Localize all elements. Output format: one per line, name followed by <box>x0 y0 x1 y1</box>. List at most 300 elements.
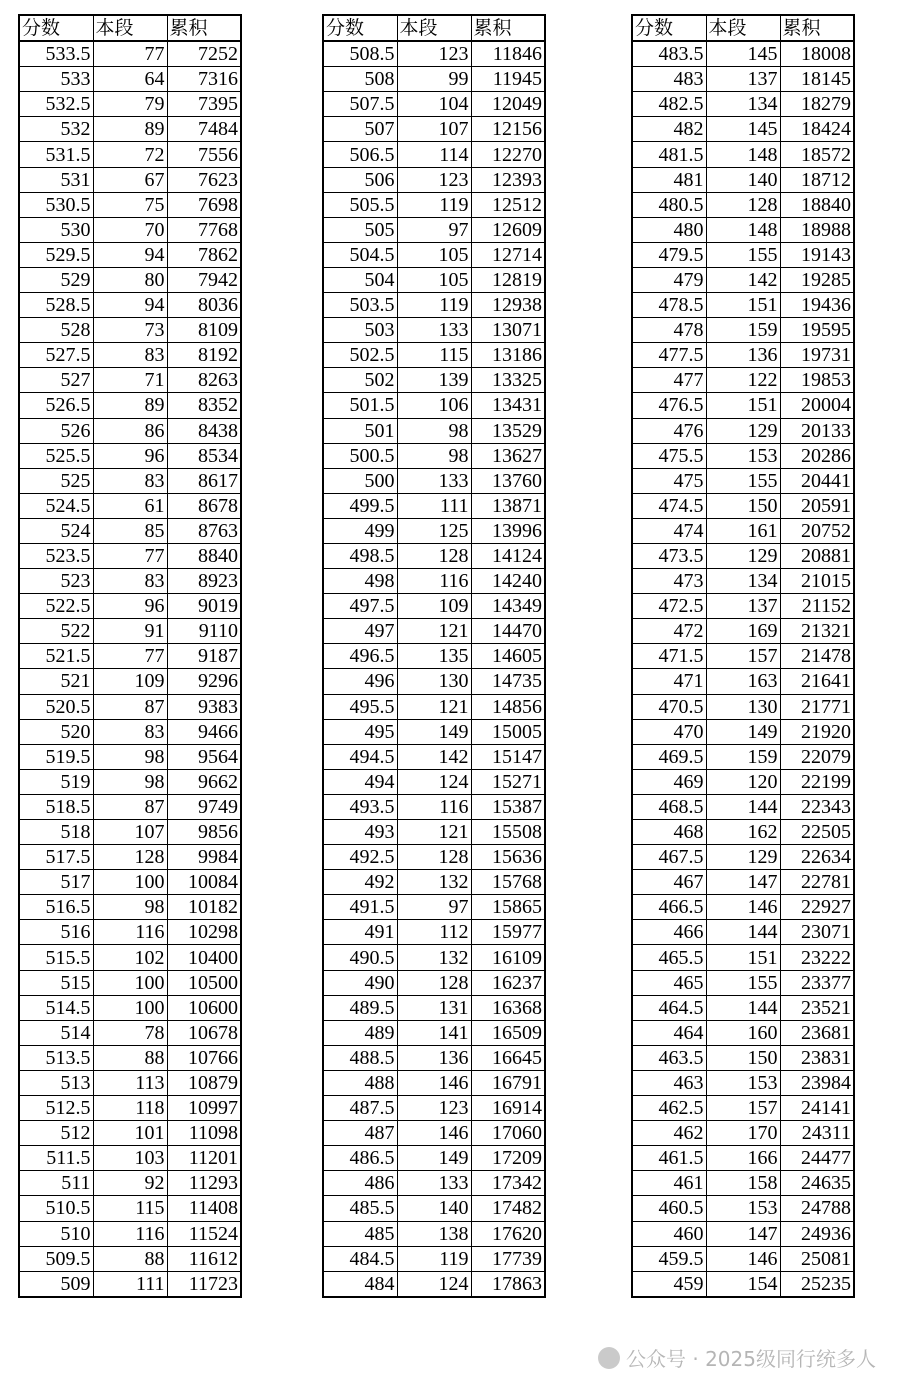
cell-cumulative: 20004 <box>780 393 854 418</box>
table-row <box>19 518 241 543</box>
table-row <box>323 293 545 318</box>
cell-score: 481.5 <box>632 142 706 167</box>
cell-score: 530 <box>19 217 93 242</box>
cell-score: 490 <box>323 970 397 995</box>
table-row <box>632 518 854 543</box>
cell-score: 515.5 <box>19 945 93 970</box>
table-row <box>632 493 854 518</box>
table-row <box>323 493 545 518</box>
cell-score: 523 <box>19 569 93 594</box>
table-row <box>632 418 854 443</box>
cell-score: 484.5 <box>323 1246 397 1271</box>
cell-cumulative: 12819 <box>471 267 545 292</box>
table-row <box>632 669 854 694</box>
cell-cumulative: 12270 <box>471 142 545 167</box>
table-row <box>323 794 545 819</box>
cell-cumulative: 7316 <box>167 67 241 92</box>
cell-segment: 123 <box>397 1096 471 1121</box>
cell-segment: 123 <box>397 41 471 67</box>
cell-score: 518 <box>19 820 93 845</box>
cell-cumulative: 18279 <box>780 92 854 117</box>
header-segment: 本段 <box>706 15 780 41</box>
cell-cumulative: 10766 <box>167 1045 241 1070</box>
table-row <box>632 242 854 267</box>
cell-cumulative: 10182 <box>167 895 241 920</box>
cell-segment: 149 <box>706 719 780 744</box>
table-row <box>323 719 545 744</box>
cell-score: 513.5 <box>19 1045 93 1070</box>
cell-segment: 144 <box>706 995 780 1020</box>
table-row <box>19 744 241 769</box>
table-row <box>19 920 241 945</box>
cell-score: 517 <box>19 870 93 895</box>
table-row <box>323 192 545 217</box>
cell-score: 496.5 <box>323 644 397 669</box>
cell-cumulative: 20441 <box>780 468 854 493</box>
cell-segment: 111 <box>397 493 471 518</box>
table-row <box>323 267 545 292</box>
cell-segment: 148 <box>706 142 780 167</box>
cell-score: 483 <box>632 67 706 92</box>
cell-score: 509.5 <box>19 1246 93 1271</box>
header-segment: 本段 <box>93 15 167 41</box>
table-row <box>632 870 854 895</box>
cell-score: 524.5 <box>19 493 93 518</box>
cell-cumulative: 25235 <box>780 1271 854 1297</box>
cell-segment: 106 <box>397 393 471 418</box>
cell-segment: 77 <box>93 41 167 67</box>
table-row <box>323 744 545 769</box>
cell-score: 503.5 <box>323 293 397 318</box>
table-row <box>632 217 854 242</box>
cell-segment: 158 <box>706 1171 780 1196</box>
cell-cumulative: 11293 <box>167 1171 241 1196</box>
table-row <box>19 92 241 117</box>
cell-score: 500.5 <box>323 443 397 468</box>
cell-score: 476.5 <box>632 393 706 418</box>
table-row <box>632 443 854 468</box>
cell-segment: 128 <box>397 845 471 870</box>
cell-cumulative: 11612 <box>167 1246 241 1271</box>
cell-score: 489.5 <box>323 995 397 1020</box>
cell-score: 520.5 <box>19 694 93 719</box>
cell-score: 511.5 <box>19 1146 93 1171</box>
cell-segment: 109 <box>397 594 471 619</box>
cell-cumulative: 13071 <box>471 318 545 343</box>
table-row <box>632 719 854 744</box>
cell-cumulative: 23377 <box>780 970 854 995</box>
cell-score: 479 <box>632 267 706 292</box>
cell-score: 489 <box>323 1020 397 1045</box>
cell-segment: 113 <box>93 1070 167 1095</box>
cell-cumulative: 18988 <box>780 217 854 242</box>
cell-segment: 80 <box>93 267 167 292</box>
cell-cumulative: 13760 <box>471 468 545 493</box>
table-row <box>19 443 241 468</box>
table-row <box>632 267 854 292</box>
cell-segment: 154 <box>706 1271 780 1297</box>
cell-segment: 99 <box>397 67 471 92</box>
cell-segment: 149 <box>397 719 471 744</box>
cell-score: 474 <box>632 518 706 543</box>
table-row <box>632 970 854 995</box>
cell-cumulative: 12512 <box>471 192 545 217</box>
cell-segment: 131 <box>397 995 471 1020</box>
cell-segment: 139 <box>397 368 471 393</box>
cell-score: 533.5 <box>19 41 93 67</box>
cell-cumulative: 23831 <box>780 1045 854 1070</box>
cell-score: 512 <box>19 1121 93 1146</box>
table-row <box>632 1271 854 1297</box>
cell-score: 510 <box>19 1221 93 1246</box>
cell-cumulative: 7862 <box>167 242 241 267</box>
cell-cumulative: 17482 <box>471 1196 545 1221</box>
cell-score: 461.5 <box>632 1146 706 1171</box>
cell-cumulative: 13186 <box>471 343 545 368</box>
cell-cumulative: 7942 <box>167 267 241 292</box>
cell-score: 530.5 <box>19 192 93 217</box>
cell-segment: 136 <box>397 1045 471 1070</box>
cell-cumulative: 9564 <box>167 744 241 769</box>
cell-segment: 83 <box>93 343 167 368</box>
cell-cumulative: 24311 <box>780 1121 854 1146</box>
table-row <box>632 569 854 594</box>
cell-segment: 163 <box>706 669 780 694</box>
cell-cumulative: 13627 <box>471 443 545 468</box>
cell-cumulative: 21920 <box>780 719 854 744</box>
cell-segment: 98 <box>93 744 167 769</box>
table-row <box>323 1070 545 1095</box>
cell-cumulative: 22781 <box>780 870 854 895</box>
cell-segment: 122 <box>706 368 780 393</box>
cell-segment: 121 <box>397 694 471 719</box>
cell-cumulative: 22199 <box>780 769 854 794</box>
cell-segment: 91 <box>93 619 167 644</box>
table-row <box>632 142 854 167</box>
cell-segment: 94 <box>93 293 167 318</box>
cell-segment: 148 <box>706 217 780 242</box>
table-row <box>632 1196 854 1221</box>
table-row <box>323 1171 545 1196</box>
cell-cumulative: 18424 <box>780 117 854 142</box>
table-row <box>19 493 241 518</box>
cell-score: 502 <box>323 368 397 393</box>
table-row <box>632 117 854 142</box>
cell-score: 486.5 <box>323 1146 397 1171</box>
header-segment: 本段 <box>397 15 471 41</box>
cell-score: 495 <box>323 719 397 744</box>
cell-segment: 85 <box>93 518 167 543</box>
cell-cumulative: 8109 <box>167 318 241 343</box>
table-row <box>323 594 545 619</box>
cell-cumulative: 23984 <box>780 1070 854 1095</box>
table-row <box>19 67 241 92</box>
cell-segment: 67 <box>93 167 167 192</box>
cell-segment: 96 <box>93 594 167 619</box>
table-row <box>323 217 545 242</box>
cell-cumulative: 9383 <box>167 694 241 719</box>
cell-cumulative: 15636 <box>471 845 545 870</box>
cell-segment: 133 <box>397 1171 471 1196</box>
cell-score: 474.5 <box>632 493 706 518</box>
cell-score: 501 <box>323 418 397 443</box>
cell-score: 517.5 <box>19 845 93 870</box>
cell-score: 481 <box>632 167 706 192</box>
cell-score: 472 <box>632 619 706 644</box>
cell-segment: 160 <box>706 1020 780 1045</box>
cell-cumulative: 10298 <box>167 920 241 945</box>
cell-cumulative: 11098 <box>167 1121 241 1146</box>
cell-cumulative: 16509 <box>471 1020 545 1045</box>
cell-score: 501.5 <box>323 393 397 418</box>
cell-cumulative: 17342 <box>471 1171 545 1196</box>
cell-cumulative: 18712 <box>780 167 854 192</box>
table-row <box>19 1121 241 1146</box>
cell-segment: 64 <box>93 67 167 92</box>
table-row <box>632 192 854 217</box>
cell-segment: 121 <box>397 820 471 845</box>
cell-segment: 155 <box>706 468 780 493</box>
table-row <box>632 318 854 343</box>
cell-cumulative: 7698 <box>167 192 241 217</box>
cell-score: 469 <box>632 769 706 794</box>
table-row <box>323 1121 545 1146</box>
cell-cumulative: 20286 <box>780 443 854 468</box>
cell-cumulative: 21478 <box>780 644 854 669</box>
cell-cumulative: 11408 <box>167 1196 241 1221</box>
cell-segment: 128 <box>706 192 780 217</box>
cell-segment: 105 <box>397 267 471 292</box>
cell-segment: 128 <box>397 970 471 995</box>
cell-cumulative: 15977 <box>471 920 545 945</box>
cell-segment: 124 <box>397 1271 471 1297</box>
cell-cumulative: 9749 <box>167 794 241 819</box>
table-row <box>323 845 545 870</box>
cell-score: 513 <box>19 1070 93 1095</box>
cell-score: 510.5 <box>19 1196 93 1221</box>
cell-score: 507.5 <box>323 92 397 117</box>
cell-segment: 98 <box>397 418 471 443</box>
table-row <box>19 1196 241 1221</box>
cell-score: 466.5 <box>632 895 706 920</box>
cell-cumulative: 20752 <box>780 518 854 543</box>
cell-segment: 71 <box>93 368 167 393</box>
cell-score: 500 <box>323 468 397 493</box>
cell-cumulative: 19731 <box>780 343 854 368</box>
cell-score: 528 <box>19 318 93 343</box>
cell-segment: 102 <box>93 945 167 970</box>
cell-segment: 111 <box>93 1271 167 1297</box>
cell-segment: 153 <box>706 1196 780 1221</box>
table-row <box>19 1171 241 1196</box>
table-row <box>19 543 241 568</box>
cell-score: 525.5 <box>19 443 93 468</box>
table-row <box>632 1096 854 1121</box>
cell-cumulative: 17060 <box>471 1121 545 1146</box>
cell-score: 518.5 <box>19 794 93 819</box>
table-row <box>632 41 854 67</box>
cell-segment: 151 <box>706 293 780 318</box>
cell-score: 485 <box>323 1221 397 1246</box>
cell-score: 521.5 <box>19 644 93 669</box>
table-row <box>19 217 241 242</box>
cell-score: 462.5 <box>632 1096 706 1121</box>
cell-cumulative: 14124 <box>471 543 545 568</box>
cell-cumulative: 11846 <box>471 41 545 67</box>
cell-cumulative: 12938 <box>471 293 545 318</box>
cell-cumulative: 21641 <box>780 669 854 694</box>
cell-segment: 89 <box>93 393 167 418</box>
cell-cumulative: 16914 <box>471 1096 545 1121</box>
cell-cumulative: 19143 <box>780 242 854 267</box>
cell-segment: 145 <box>706 41 780 67</box>
cell-cumulative: 15865 <box>471 895 545 920</box>
cell-score: 480 <box>632 217 706 242</box>
table-row <box>19 368 241 393</box>
cell-cumulative: 8534 <box>167 443 241 468</box>
cell-score: 498.5 <box>323 543 397 568</box>
header-cumulative: 累积 <box>167 15 241 41</box>
cell-cumulative: 8617 <box>167 468 241 493</box>
cell-segment: 151 <box>706 393 780 418</box>
cell-score: 485.5 <box>323 1196 397 1221</box>
score-table-2 <box>322 14 546 1298</box>
cell-segment: 92 <box>93 1171 167 1196</box>
cell-score: 477.5 <box>632 343 706 368</box>
cell-segment: 136 <box>706 343 780 368</box>
cell-cumulative: 11201 <box>167 1146 241 1171</box>
cell-score: 487.5 <box>323 1096 397 1121</box>
cell-cumulative: 7556 <box>167 142 241 167</box>
cell-segment: 107 <box>397 117 471 142</box>
cell-score: 502.5 <box>323 343 397 368</box>
table-row <box>632 543 854 568</box>
table-row <box>323 995 545 1020</box>
table-row <box>632 468 854 493</box>
cell-segment: 129 <box>706 543 780 568</box>
cell-segment: 86 <box>93 418 167 443</box>
cell-cumulative: 12393 <box>471 167 545 192</box>
cell-segment: 116 <box>93 1221 167 1246</box>
cell-score: 487 <box>323 1121 397 1146</box>
table-row <box>632 694 854 719</box>
cell-cumulative: 19285 <box>780 267 854 292</box>
table-row <box>19 343 241 368</box>
table-row <box>19 945 241 970</box>
cell-cumulative: 20591 <box>780 493 854 518</box>
cell-cumulative: 22343 <box>780 794 854 819</box>
cell-score: 521 <box>19 669 93 694</box>
cell-segment: 151 <box>706 945 780 970</box>
table-row <box>632 293 854 318</box>
table-row <box>19 1020 241 1045</box>
cell-cumulative: 14470 <box>471 619 545 644</box>
cell-segment: 83 <box>93 569 167 594</box>
cell-cumulative: 23071 <box>780 920 854 945</box>
cell-cumulative: 10879 <box>167 1070 241 1095</box>
table-row <box>632 393 854 418</box>
table-row <box>19 644 241 669</box>
cell-segment: 135 <box>397 644 471 669</box>
cell-cumulative: 7623 <box>167 167 241 192</box>
cell-cumulative: 18145 <box>780 67 854 92</box>
table-row <box>19 619 241 644</box>
cell-score: 475.5 <box>632 443 706 468</box>
cell-cumulative: 10500 <box>167 970 241 995</box>
cell-cumulative: 22079 <box>780 744 854 769</box>
cell-score: 478 <box>632 318 706 343</box>
cell-cumulative: 16237 <box>471 970 545 995</box>
cell-score: 498 <box>323 569 397 594</box>
table-row <box>19 870 241 895</box>
cell-cumulative: 24788 <box>780 1196 854 1221</box>
table-row <box>19 1271 241 1297</box>
cell-cumulative: 19853 <box>780 368 854 393</box>
cell-score: 493 <box>323 820 397 845</box>
cell-cumulative: 9019 <box>167 594 241 619</box>
table-row <box>323 1096 545 1121</box>
table-row <box>323 518 545 543</box>
table-row <box>19 995 241 1020</box>
table-row <box>323 644 545 669</box>
cell-segment: 87 <box>93 794 167 819</box>
cell-score: 482.5 <box>632 92 706 117</box>
cell-cumulative: 19595 <box>780 318 854 343</box>
table-row <box>323 1221 545 1246</box>
cell-score: 473 <box>632 569 706 594</box>
cell-score: 515 <box>19 970 93 995</box>
cell-score: 525 <box>19 468 93 493</box>
cell-cumulative: 7768 <box>167 217 241 242</box>
cell-score: 497.5 <box>323 594 397 619</box>
cell-cumulative: 23222 <box>780 945 854 970</box>
table-row <box>632 67 854 92</box>
cell-score: 478.5 <box>632 293 706 318</box>
table-row <box>323 393 545 418</box>
cell-segment: 166 <box>706 1146 780 1171</box>
cell-segment: 133 <box>397 318 471 343</box>
table-row <box>19 820 241 845</box>
cell-segment: 100 <box>93 870 167 895</box>
cell-score: 527 <box>19 368 93 393</box>
cell-segment: 140 <box>706 167 780 192</box>
cell-segment: 119 <box>397 293 471 318</box>
cell-cumulative: 12156 <box>471 117 545 142</box>
cell-cumulative: 17209 <box>471 1146 545 1171</box>
table-row <box>323 142 545 167</box>
table-row <box>323 41 545 67</box>
cell-segment: 115 <box>93 1196 167 1221</box>
table-row <box>19 242 241 267</box>
cell-segment: 159 <box>706 744 780 769</box>
cell-score: 496 <box>323 669 397 694</box>
cell-cumulative: 15005 <box>471 719 545 744</box>
cell-segment: 155 <box>706 970 780 995</box>
cell-score: 472.5 <box>632 594 706 619</box>
cell-cumulative: 8263 <box>167 368 241 393</box>
cell-cumulative: 9984 <box>167 845 241 870</box>
cell-score: 520 <box>19 719 93 744</box>
cell-segment: 96 <box>93 443 167 468</box>
cell-segment: 73 <box>93 318 167 343</box>
cell-segment: 147 <box>706 1221 780 1246</box>
table-row <box>323 443 545 468</box>
cell-cumulative: 16791 <box>471 1070 545 1095</box>
cell-segment: 124 <box>397 769 471 794</box>
cell-score: 460.5 <box>632 1196 706 1221</box>
table-row <box>19 41 241 67</box>
cell-score: 522.5 <box>19 594 93 619</box>
